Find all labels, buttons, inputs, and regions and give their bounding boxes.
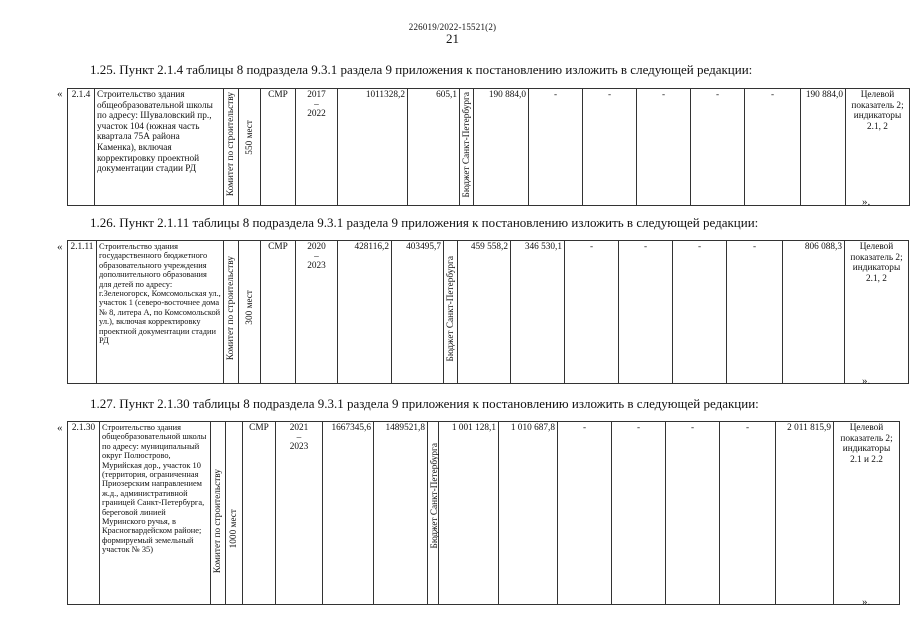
table-row-2-1-30 <box>67 421 900 605</box>
cell-cost-remaining: 1489521,8 <box>374 422 428 605</box>
cell-year-2: 1 010 687,8 <box>499 422 558 605</box>
cell-code: 2.1.11 <box>68 241 97 384</box>
cell-cost-total: 428116,2 <box>338 241 392 384</box>
cell-indicator: Целевой показатель 2; индикаторы 2.1, 2 <box>846 89 910 206</box>
quote-open: « <box>57 422 63 434</box>
page-number: 21 <box>446 31 459 46</box>
cell-source <box>460 89 474 206</box>
source-label: Бюджет Санкт-Петербурга <box>430 443 440 549</box>
quote-close: ». <box>862 196 871 208</box>
quote-close: ». <box>862 375 871 387</box>
cell-cost-total: 1667345,6 <box>323 422 374 605</box>
customer-label: Комитет по строительству <box>226 92 236 197</box>
cell-year-6: - <box>745 89 801 206</box>
cell-year-4: - <box>619 241 673 384</box>
section-heading-1-26: 1.26. Пункт 2.1.11 таблицы 8 подраздела 9.3.1 раздела 9 приложения к постановлению изложить в следующей редакции: <box>90 215 759 230</box>
cell-object-name: Строительство здания общеобразовательной школы по адресу: Шуваловский пр., участок 104 (южная часть квартала 75А района Каменка), включая корректировку проектной документации стадии РД <box>95 89 224 206</box>
cell-capacity <box>239 241 261 384</box>
cell-code: 2.1.4 <box>68 89 95 206</box>
cell-year-3: - <box>558 422 612 605</box>
cell-year-5: - <box>666 422 720 605</box>
capacity-label: 550 мест <box>244 120 255 155</box>
cell-total: 806 088,3 <box>783 241 845 384</box>
year-separator: – <box>314 99 319 110</box>
cell-cost-remaining: 605,1 <box>408 89 460 206</box>
cell-year-5: - <box>673 241 727 384</box>
cell-customer <box>224 89 239 206</box>
section-heading-1-25: 1.25. Пункт 2.1.4 таблицы 8 подраздела 9.3.1 раздела 9 приложения к постановлению изложить в следующей редакции: <box>90 62 753 77</box>
cell-work-type: СМР <box>261 89 296 206</box>
cell-year-5: - <box>691 89 745 206</box>
cell-cost-total: 1011328,2 <box>338 89 408 206</box>
source-label: Бюджет Санкт-Петербурга <box>446 256 456 362</box>
cell-cost-remaining: 403495,7 <box>392 241 444 384</box>
customer-label: Комитет по строительству <box>213 469 223 574</box>
quote-open: « <box>57 241 63 253</box>
quote-close: ». <box>862 596 871 608</box>
capacity-label: 300 мест <box>244 290 255 325</box>
cell-object-name: Строительство здания государственного бюджетного образовательного учреждения дополнительного образования для детей по адресу: г.Зеленогорск, Комсомольская ул., участок 1 (северо-восточнее дома № 8, литера А, по Комсомольской ул.), включая корректировку проектной документации стадии РД <box>97 241 224 384</box>
cell-year-1: 190 884,0 <box>474 89 529 206</box>
cell-source <box>444 241 458 384</box>
cell-year-1: 1 001 128,1 <box>439 422 499 605</box>
cell-year-6: - <box>720 422 776 605</box>
cell-indicator: Целевой показатель 2; индикаторы 2.1 и 2.2 <box>834 422 900 605</box>
year-start: 2020 <box>307 242 326 252</box>
source-label: Бюджет Санкт-Петербурга <box>462 92 472 198</box>
cell-customer <box>224 241 239 384</box>
cell-period <box>276 422 323 605</box>
cell-period <box>296 89 338 206</box>
capacity-label: 1000 мест <box>229 509 239 549</box>
section-heading-1-27: 1.27. Пункт 2.1.30 таблицы 8 подраздела 9.3.1 раздела 9 приложения к постановлению изложить в следующей редакции: <box>90 396 759 411</box>
table-row-2-1-11 <box>67 240 909 384</box>
cell-capacity <box>239 89 261 206</box>
cell-year-3: - <box>583 89 637 206</box>
cell-year-4: - <box>612 422 666 605</box>
cell-source <box>428 422 439 605</box>
cell-year-6: - <box>727 241 783 384</box>
cell-year-1: 459 558,2 <box>458 241 511 384</box>
cell-work-type: СМР <box>243 422 276 605</box>
customer-label: Комитет по строительству <box>226 256 236 361</box>
cell-year-3: - <box>565 241 619 384</box>
document-number: 226019/2022-15521(2) <box>408 22 497 32</box>
year-separator: – <box>314 251 319 262</box>
cell-total: 190 884,0 <box>801 89 846 206</box>
cell-period <box>296 241 338 384</box>
year-start: 2021 <box>289 423 309 433</box>
year-end: 2023 <box>307 260 326 271</box>
cell-year-2: 346 530,1 <box>511 241 565 384</box>
quote-open: « <box>57 88 63 100</box>
cell-indicator: Целевой показатель 2; индикаторы 2.1, 2 <box>845 241 909 384</box>
year-start: 2017 <box>307 90 326 100</box>
year-separator: – <box>296 432 302 443</box>
cell-customer <box>211 422 226 605</box>
cell-year-2: - <box>529 89 583 206</box>
cell-total: 2 011 815,9 <box>776 422 834 605</box>
year-end: 2023 <box>289 441 309 452</box>
table-row-2-1-4 <box>67 88 910 206</box>
cell-code: 2.1.30 <box>68 422 100 605</box>
cell-work-type: СМР <box>261 241 296 384</box>
cell-year-4: - <box>637 89 691 206</box>
cell-capacity <box>226 422 243 605</box>
year-end: 2022 <box>307 108 326 119</box>
cell-object-name: Строительство здания общеобразовательной школы по адресу: муниципальный округ Полюстрово, Мурийская дор., участок 10 (территория, ограниченная Приозерским направлением ж.д., административной границей Санкт-Петербурга, береговой линией Муринского ручья, в Красногвардейском районе; формируемый земельный участок № 35) <box>100 422 211 605</box>
